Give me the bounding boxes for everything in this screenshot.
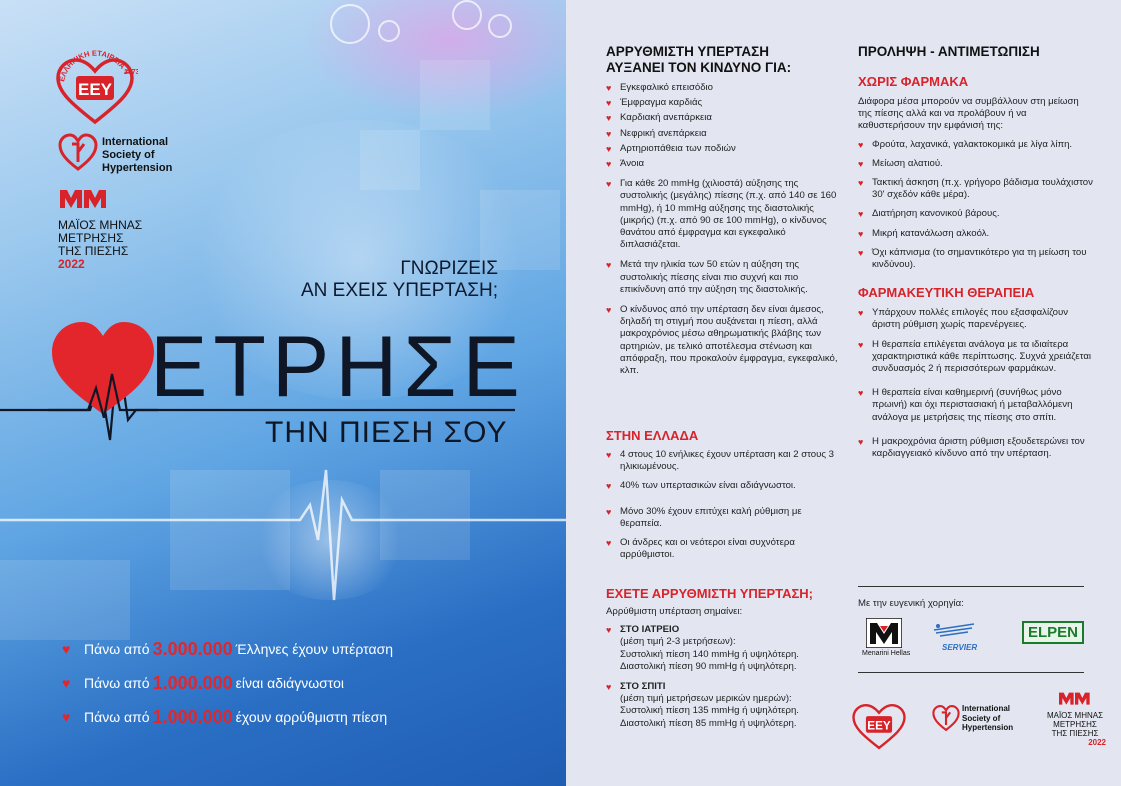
greece-title: ΣΤΗΝ ΕΛΛΑΔΑ	[606, 428, 699, 443]
list-item: ♥ Διατήρηση κανονικού βάρους.	[858, 208, 1093, 220]
list-item: ♥ Οι άνδρες και οι νεότεροι είναι συχνότερα αρρύθμιστοι.	[606, 537, 844, 561]
list-item: ♥ Εγκεφαλικό επεισόδιο	[606, 82, 844, 94]
heart-bullet-icon: ♥	[62, 709, 71, 725]
headline: ΕΤΡΗΣΕ	[150, 319, 526, 415]
ish-logo	[58, 132, 198, 174]
stat-number: 3.000.000	[152, 638, 233, 659]
footer-ish-line: Hypertension	[962, 723, 1014, 732]
list-item: ♥ Μείωση αλατιού.	[858, 158, 1093, 170]
footer-mmm-line: ΜΑΪΟΣ ΜΗΝΑΣ	[1046, 711, 1104, 720]
nodrugs-intro: Διάφορα μέσα μπορούν να συμβάλλουν στη μείωση της πίεσης αλλά και να προλάβουν ή να καθυστερήσουν την εμφάνισή της:	[858, 96, 1079, 132]
stat-suffix: έχουν αρρύθμιστη πίεση	[235, 709, 388, 725]
clinic-line: Συστολική πίεση 140 mmHg ή υψηλότερη.	[620, 648, 799, 660]
drug-title: ΦΑΡΜΑΚΕΥΤΙΚΗ ΘΕΡΑΠΕΙΑ	[858, 285, 1035, 301]
list-item: ♥ Μόνο 30% έχουν επιτύχει καλή ρύθμιση με θεραπεία.	[606, 506, 844, 530]
info-page	[566, 0, 1121, 786]
list-item: ♥ Υπάρχουν πολλές επιλογές που εξασφαλίζουν άριστη ρύθμιση χωρίς παρενέργειες.	[858, 307, 1093, 331]
stat-item	[62, 700, 393, 734]
eey-mark: EEY	[77, 80, 113, 99]
mmm-line: ΜΑΪΟΣ ΜΗΝΑΣ	[58, 218, 143, 232]
eey-heart-icon	[52, 38, 138, 128]
uncontrolled-intro: Αρρύθμιστη υπέρταση σημαίνει:	[606, 606, 743, 617]
stat-prefix: Πάνω από	[84, 675, 150, 691]
footer-ish-heart-icon	[932, 704, 960, 732]
list-item: ♥ Έμφραγμα καρδιάς	[606, 97, 844, 109]
question-line: ΑΝ ΕΧΕΙΣ ΥΠΕΡΤΑΣΗ;	[300, 280, 498, 301]
menarini-name: Menarini Hellas	[862, 650, 911, 657]
list-item: ♥ Μετά την ηλικία των 50 ετών η αύξηση της συστολικής πίεσης είναι πιο συχνή και πιο επικίνδυνη από την αύξηση της διαστολικής.	[606, 259, 844, 296]
ish-name	[102, 136, 172, 175]
footer-mmm-text	[1044, 711, 1106, 747]
list-item: ♥ 4 στους 10 ενήλικες έχουν υπέρταση και 2 στους 3 ηλικιωμένους.	[606, 449, 844, 473]
stat-prefix: Πάνω από	[84, 709, 150, 725]
clinic-head: ♥ ΣΤΟ ΙΑΤΡΕΙΟ	[620, 624, 680, 636]
list-item: ♥ Μικρή κατανάλωση αλκοόλ.	[858, 228, 1093, 240]
mmm-logo	[58, 186, 178, 271]
question-line: ΓΝΩΡΙΖΕΙΣ	[400, 258, 498, 279]
nodrugs-title: ΧΩΡΙΣ ΦΑΡΜΑΚΑ	[858, 74, 969, 89]
stat-suffix: Έλληνες έχουν υπέρταση	[235, 641, 394, 657]
stat-suffix: είναι αδιάγνωστοι	[235, 675, 344, 691]
footer-mmm-line: ΜΕΤΡΗΣΗΣ	[1053, 720, 1097, 729]
mmm-year: 2022	[58, 257, 85, 271]
risk-title	[606, 44, 844, 76]
servier-leaf-icon	[932, 622, 976, 638]
list-item: ♥ Η μακροχρόνια άριστη ρύθμιση εξουδετερώνει τον καρδιαγγειακό κίνδυνο από την υπέρταση.	[858, 436, 1093, 460]
menarini-logo	[862, 618, 911, 657]
mmm-line: ΜΕΤΡΗΣΗΣ	[58, 231, 124, 245]
risk-title-line: ΑΥΞΑΝΕΙ ΤΟΝ ΚΙΝΔΥΝΟ ΓΙΑ:	[606, 60, 792, 75]
stat-number: 1.000.000	[152, 672, 233, 693]
ish-line: Society of	[102, 149, 155, 161]
list-item: ♥ Τακτική άσκηση (π.χ. γρήγορο βάδισμα τουλάχιστον 30' σχεδόν κάθε μέρα).	[858, 177, 1093, 201]
mmm-text	[58, 219, 178, 271]
footer-ish-line: International	[962, 704, 1011, 713]
greece-section	[606, 428, 844, 561]
prevention-title: ΠΡΟΛΗΨΗ - ΑΝΤΙΜΕΤΩΠΙΣΗ	[858, 44, 1040, 59]
elpen-logo	[1022, 624, 1084, 642]
stat-number: 1.000.000	[152, 706, 233, 727]
list-item: ♥ Φρούτα, λαχανικά, γαλακτοκομικά με λίγα λίπη.	[858, 139, 1093, 151]
stats-list	[62, 632, 393, 734]
eey-logo	[52, 38, 138, 128]
footer-eey-mark: EEY	[867, 719, 891, 733]
heart-bullet-icon: ♥	[62, 675, 71, 691]
list-item: ♥ 40% των υπερτασικών είναι αδιάγνωστοι.	[606, 480, 844, 492]
clinic-line: Διαστολική πίεση 90 mmHg ή υψηλότερη.	[620, 660, 797, 672]
greece-list	[606, 449, 844, 561]
ish-line: Hypertension	[102, 162, 173, 174]
list-item: ♥ Η θεραπεία είναι καθημερινή (συνήθως μόνο πρωινή) και όχι περιστασιακή ή μεταβαλλόμενη ανάλογα με μετρήσεις της πίεσης στο σπίτι.	[858, 387, 1093, 424]
list-item: ♥ Καρδιακή ανεπάρκεια	[606, 112, 844, 124]
eey-year: 1973	[124, 69, 138, 76]
eey-arc-text: ΕΛΛΗΝΙΚΗ ΕΤΑΙΡΕΙΑ Υ	[57, 48, 132, 83]
divider	[858, 672, 1084, 673]
question-heading	[301, 258, 498, 302]
home-line: (μέση τιμή μετρήσεων μερικών ημερών):	[620, 693, 792, 705]
home-item	[606, 681, 844, 730]
prevention-section	[858, 44, 1093, 460]
big-heart-icon	[48, 318, 158, 418]
mmm-icon	[58, 186, 110, 210]
divider	[858, 586, 1084, 587]
risk-section	[606, 44, 844, 377]
ish-heart-icon	[58, 132, 98, 172]
list-item: ♥ Η θεραπεία επιλέγεται ανάλογα με τα ιδιαίτερα χαρακτηριστικά κάθε περίπτωσης. Συχνά χρειάζεται συνδυασμός 2 ή περισσότερων φαρμάκων.	[858, 339, 1093, 376]
footer-mmm-line: ΤΗΣ ΠΙΕΣΗΣ	[1051, 729, 1099, 738]
footer-mmm-logo	[1044, 690, 1106, 747]
home-head: ♥ ΣΤΟ ΣΠΙΤΙ	[620, 681, 666, 693]
footer-mmm-year: 2022	[1088, 738, 1106, 747]
risk-list	[606, 82, 844, 377]
stat-item	[62, 666, 393, 700]
footer-ish-logo	[932, 704, 1042, 738]
list-item: ♥ Αρτηριοπάθεια των ποδιών	[606, 143, 844, 155]
stat-prefix: Πάνω από	[84, 641, 150, 657]
list-item: ♥ Ο κίνδυνος από την υπέρταση δεν είναι άμεσος, δηλαδή τη στιγμή που αυξάνεται η πίεση, αλλά μακροχρόνιος μέσω αθηρωματικής βλάβης των αρτηριών, με τελικό αποτέλεσμα στένωση και απόφραξη, που προκαλούν έμφραγμα, εγκεφαλικό, κλπ.	[606, 304, 844, 377]
risk-title-line: ΑΡΡΥΘΜΙΣΤΗ ΥΠΕΡΤΑΣΗ	[606, 44, 769, 59]
subheadline: ΤΗΝ ΠΙΕΣΗ ΣΟΥ	[265, 416, 508, 449]
footer-mmm-icon	[1057, 690, 1093, 706]
clinic-item	[606, 624, 844, 673]
sponsors-label: Με την ευγενική χορηγία:	[858, 598, 964, 609]
footer-ish-line: Society of	[962, 713, 1001, 723]
list-item: ♥ Νεφρική ανεπάρκεια	[606, 128, 844, 140]
drug-list	[858, 307, 1093, 460]
servier-logo	[932, 622, 977, 652]
menarini-mark-icon	[866, 618, 902, 648]
footer-ish-name	[962, 704, 1013, 733]
list-item: ♥ Άνοια	[606, 158, 844, 170]
list-item: ♥ Όχι κάπνισμα (το σημαντικότερο για τη μείωση του κινδύνου).	[858, 247, 1093, 271]
mmm-line: ΤΗΣ ΠΙΕΣΗΣ	[58, 244, 129, 258]
home-line: Διαστολική πίεση 85 mmHg ή υψηλότερη.	[620, 717, 797, 729]
uncontrolled-title: ΕΧΕΤΕ ΑΡΡΥΘΜΙΣΤΗ ΥΠΕΡΤΑΣΗ;	[606, 586, 814, 601]
clinic-line: (μέση τιμή 2-3 μετρήσεων):	[620, 636, 736, 648]
servier-name: SERVIER	[942, 643, 978, 652]
ish-line: International	[102, 136, 169, 148]
list-item: ♥ Για κάθε 20 mmHg (χιλιοστά) αύξησης της συστολικής (μεγάλης) πίεσης (π.χ. από 140 σε 160 mmHg), ή 10 mmHg αύξησης της διαστολικής (μικρής) (π.χ. από 90 σε 100 mmHg), ο κίνδυνος θανάτου από έμφραγμα και εγκεφαλικό διπλασιάζεται.	[606, 178, 844, 251]
heart-bullet-icon: ♥	[62, 641, 71, 657]
elpen-name: ELPEN	[1022, 621, 1084, 644]
nodrugs-list	[858, 139, 1093, 272]
home-line: Συστολική πίεση 135 mmHg ή υψηλότερη.	[620, 705, 799, 717]
stat-item	[62, 632, 393, 666]
uncontrolled-section	[606, 586, 844, 730]
uncontrolled-list	[606, 624, 844, 730]
footer-eey-logo	[848, 690, 910, 752]
